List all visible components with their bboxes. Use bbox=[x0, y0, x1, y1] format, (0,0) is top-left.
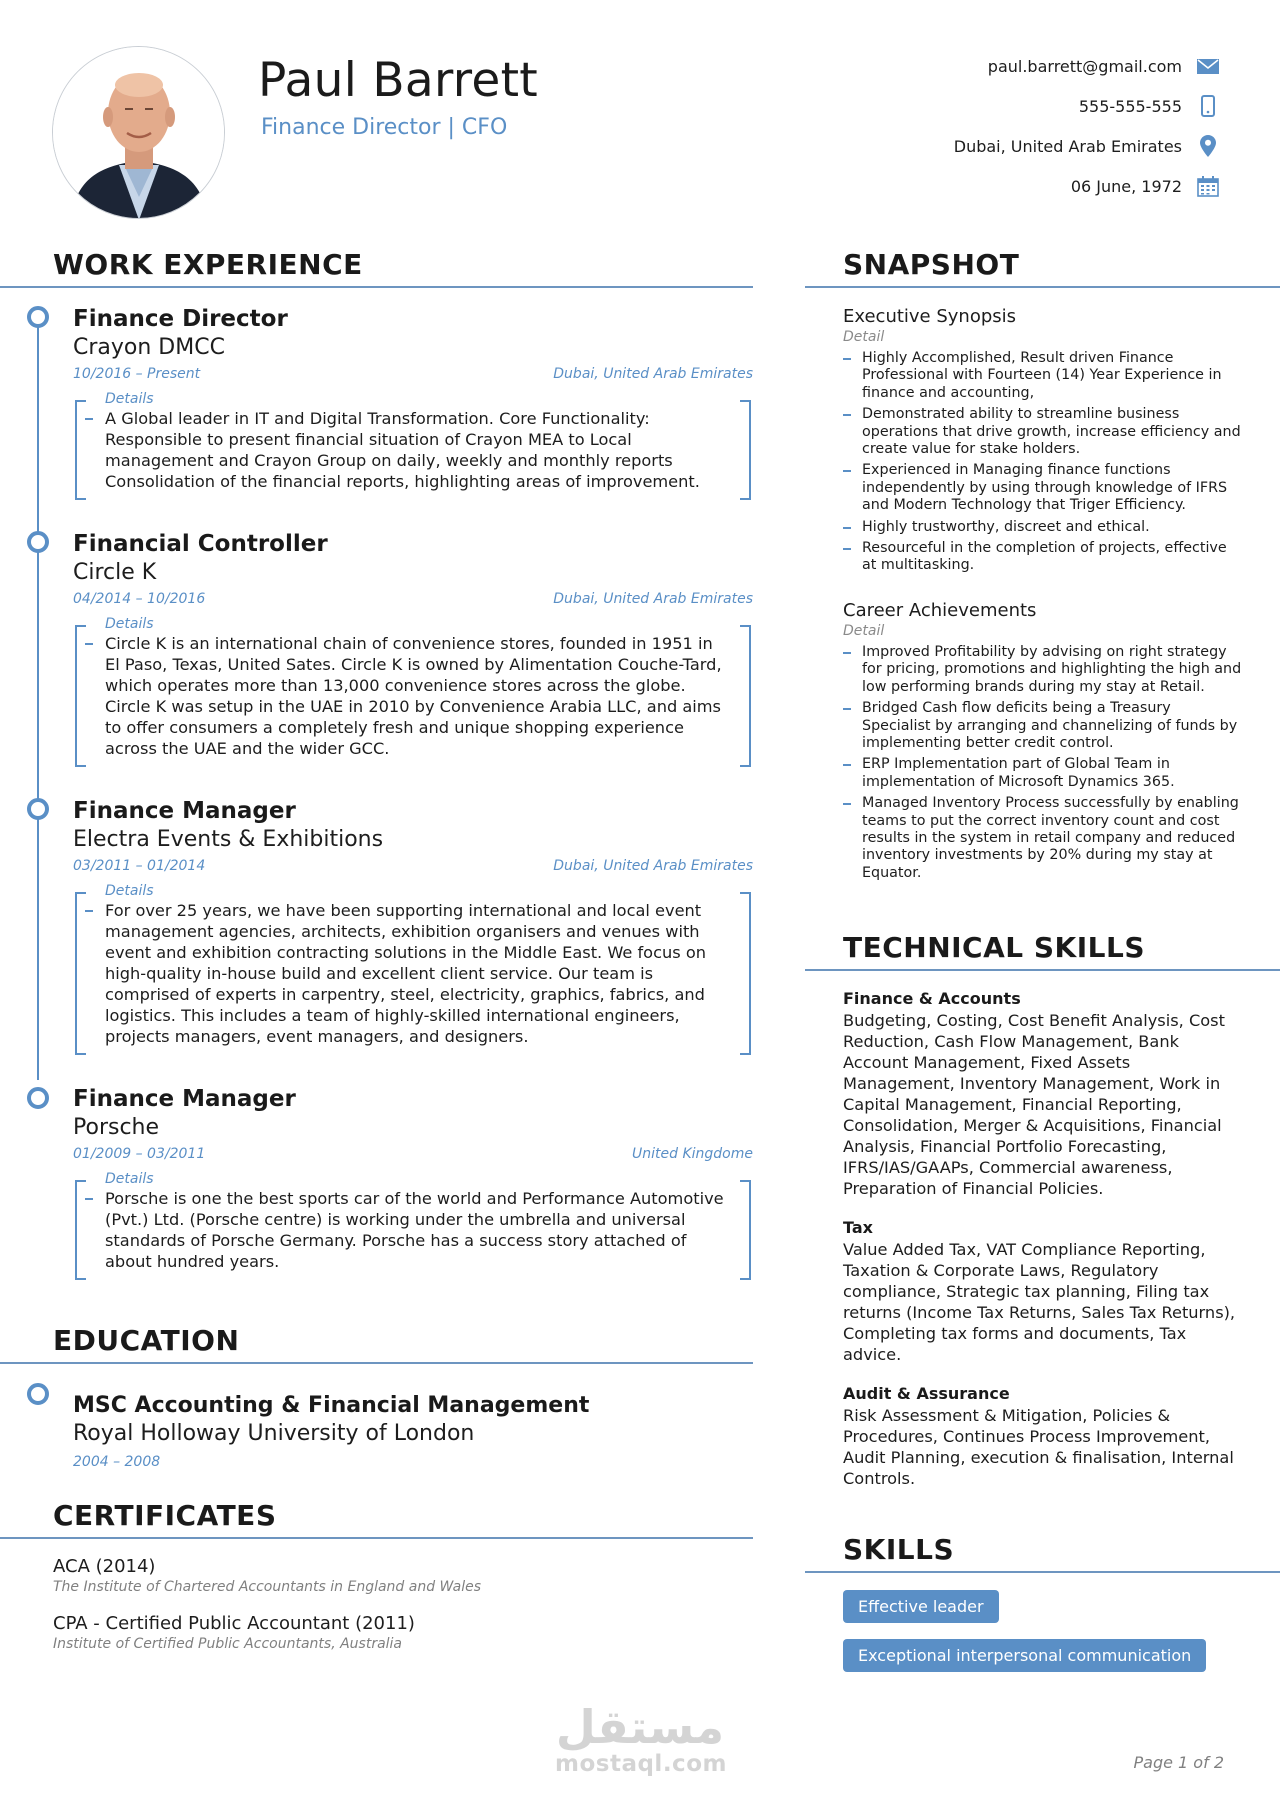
job-details-box bbox=[73, 882, 753, 1055]
work-experience-rule bbox=[0, 286, 753, 288]
job-title: Finance Manager bbox=[73, 1086, 296, 1112]
job-location: Dubai, United Arab Emirates bbox=[553, 591, 753, 607]
details-label: Details bbox=[105, 883, 154, 899]
job-entry bbox=[73, 529, 753, 767]
certificate-entry bbox=[53, 1555, 693, 1596]
timeline-node bbox=[27, 306, 49, 328]
education-heading: EDUCATION bbox=[53, 1324, 240, 1357]
job-entry bbox=[73, 796, 753, 1055]
synopsis-list bbox=[843, 350, 1243, 575]
timeline-node bbox=[27, 531, 49, 553]
education-entry bbox=[73, 1392, 733, 1470]
certificate-issuer: The Institute of Chartered Accountants in England and Wales bbox=[53, 1579, 482, 1595]
skill-group-title: Finance & Accounts bbox=[843, 989, 1021, 1008]
education-rule bbox=[0, 1362, 753, 1364]
details-label: Details bbox=[105, 391, 154, 407]
profile-photo bbox=[52, 46, 225, 219]
education-school: Royal Holloway University of London bbox=[73, 1421, 475, 1446]
certificates-rule bbox=[0, 1537, 753, 1539]
technical-skills-list bbox=[843, 988, 1243, 1507]
list-item: Demonstrated ability to streamline business operations that drive growth, increase efficiency and create value for stake holders. bbox=[843, 406, 1243, 458]
job-location: Dubai, United Arab Emirates bbox=[553, 858, 753, 874]
list-item: Highly Accomplished, Result driven Finance Professional with Fourteen (14) Year Experience in finance and accounting, bbox=[843, 350, 1243, 402]
job-entry bbox=[73, 1084, 753, 1280]
job-details-box bbox=[73, 615, 753, 767]
job-details-text: A Global leader in IT and Digital Transformation. Core Functionality: Responsible to present financial situation of Crayon MEA to Local management and Crayon Group on daily, weekly and monthly reports Consolidation of the financial reports, highlighting areas of improvement. bbox=[105, 408, 731, 500]
job-company: Electra Events & Exhibitions bbox=[73, 827, 384, 852]
list-item: ERP Implementation part of Global Team in implementation of Microsoft Dynamics 365. bbox=[843, 756, 1243, 791]
skill-group bbox=[843, 1217, 1243, 1365]
job-dates: 10/2016 – Present bbox=[73, 366, 201, 382]
list-item: Bridged Cash flow deficits being a Treasury Specialist by arranging and channelizing of funds by implementing better credit control. bbox=[843, 700, 1243, 752]
contact-email-text: paul.barrett@gmail.com bbox=[987, 56, 1182, 76]
career-achievements bbox=[843, 600, 1243, 886]
skills-rule bbox=[805, 1571, 1280, 1573]
skill-group-text: Budgeting, Costing, Cost Benefit Analysis, Cost Reduction, Cash Flow Management, Bank Account Management, Fixed Assets Management, Inventory Management, Work in Capital Management, Financial Reporting, Consolidation, Merger & Acquisitions, Financial Analysis, Financial Portfolio Forecasting, IFRS/IAS/GAAPs, Commercial awareness, Preparation of Financial Policies. bbox=[843, 1011, 1225, 1198]
contact-phone-text: 555-555-555 bbox=[1078, 96, 1182, 116]
list-item: Resourceful in the completion of projects, effective at multitasking. bbox=[843, 540, 1243, 575]
job-dates: 03/2011 – 01/2014 bbox=[73, 858, 206, 874]
certificates-heading: CERTIFICATES bbox=[53, 1499, 277, 1532]
list-item: Managed Inventory Process successfully by enabling teams to put the correct inventory count and cost results in the system in retail company and reduced inventory investments by 20% during my stay at Equator. bbox=[843, 795, 1243, 882]
job-company: Porsche bbox=[73, 1115, 160, 1140]
job-title: Finance Manager bbox=[73, 798, 296, 824]
skill-group-text: Risk Assessment & Mitigation, Policies & Procedures, Continues Process Improvement, Audit Planning, execution & finalisation, Internal Controls. bbox=[843, 1406, 1234, 1488]
job-dates: 01/2009 – 03/2011 bbox=[73, 1146, 206, 1162]
profile-photo-illustration bbox=[53, 47, 225, 219]
work-experience-heading: WORK EXPERIENCE bbox=[53, 248, 363, 281]
job-meta bbox=[73, 1146, 753, 1164]
timeline-node bbox=[27, 798, 49, 820]
education-dates: 2004 – 2008 bbox=[73, 1454, 161, 1470]
job-company: Circle K bbox=[73, 560, 157, 585]
contact-email[interactable] bbox=[800, 46, 1220, 86]
candidate-name: Paul Barrett bbox=[258, 53, 539, 108]
timeline-line bbox=[37, 316, 39, 1080]
contact-birthdate bbox=[800, 166, 1220, 206]
candidate-title: Finance Director | CFO bbox=[261, 115, 508, 140]
job-details-text: Porsche is one the best sports car of the world and Performance Automotive (Pvt.) Ltd. (Porsche centre) is working under the umbrella and universal standards of Porsche Germany. Porsche has a success story attached of about hundred years. bbox=[105, 1188, 731, 1280]
achievements-detail-label: Detail bbox=[843, 623, 885, 639]
technical-skills-heading: TECHNICAL SKILLS bbox=[843, 931, 1145, 964]
skill-group bbox=[843, 988, 1243, 1199]
contact-phone[interactable] bbox=[800, 86, 1220, 126]
job-entry bbox=[73, 304, 753, 500]
skill-group-title: Audit & Assurance bbox=[843, 1384, 1010, 1403]
skill-group-text: Value Added Tax, VAT Compliance Reporting, Taxation & Corporate Laws, Regulatory compliance, Strategic tax planning, Filing tax returns (Income Tax Returns, Sales Tax Returns), Completing tax forms and documents, Tax advice. bbox=[843, 1240, 1236, 1364]
job-title: Finance Director bbox=[73, 306, 288, 332]
job-details-box bbox=[73, 1170, 753, 1280]
timeline-node bbox=[27, 1087, 49, 1109]
list-item: Experienced in Managing finance functions independently by using through knowledge of IFRS and Modern Technology that Triger Efficiency. bbox=[843, 462, 1243, 514]
contact-location bbox=[800, 126, 1220, 166]
achievements-title: Career Achievements bbox=[843, 600, 1037, 621]
job-dates: 04/2014 – 10/2016 bbox=[73, 591, 206, 607]
location-pin-icon bbox=[1196, 134, 1220, 158]
education-node bbox=[27, 1383, 49, 1405]
job-meta bbox=[73, 858, 753, 876]
skill-group bbox=[843, 1383, 1243, 1489]
skill-tag: Effective leader bbox=[843, 1590, 999, 1623]
contact-location-text: Dubai, United Arab Emirates bbox=[953, 136, 1182, 156]
education-degree: MSC Accounting & Financial Management bbox=[73, 1393, 590, 1418]
details-label: Details bbox=[105, 1171, 154, 1187]
executive-synopsis bbox=[843, 306, 1243, 579]
certificate-name: ACA (2014) bbox=[53, 1556, 156, 1577]
page-number: Page 1 of 2 bbox=[1133, 1753, 1224, 1772]
synopsis-title: Executive Synopsis bbox=[843, 306, 1017, 327]
list-item: Improved Profitability by advising on right strategy for pricing, promotions and highlighting the high and low performing brands during my stay at Retail. bbox=[843, 644, 1243, 696]
contact-birthdate-text: 06 June, 1972 bbox=[1070, 176, 1182, 196]
job-location: Dubai, United Arab Emirates bbox=[553, 366, 753, 382]
certificate-entry bbox=[53, 1612, 693, 1653]
phone-icon bbox=[1196, 94, 1220, 118]
skill-tag: Exceptional interpersonal communication bbox=[843, 1639, 1206, 1672]
watermark bbox=[555, 1702, 725, 1776]
synopsis-detail-label: Detail bbox=[843, 329, 885, 345]
list-item: Highly trustworthy, discreet and ethical. bbox=[843, 519, 1243, 536]
job-meta bbox=[73, 591, 753, 609]
job-details-box bbox=[73, 390, 753, 500]
contact-block bbox=[800, 46, 1220, 206]
job-meta bbox=[73, 366, 753, 384]
snapshot-rule bbox=[805, 286, 1280, 288]
envelope-icon bbox=[1196, 54, 1220, 78]
snapshot-heading: SNAPSHOT bbox=[843, 248, 1020, 281]
job-title: Financial Controller bbox=[73, 531, 328, 557]
skills-heading: SKILLS bbox=[843, 1533, 955, 1566]
watermark-latin: mostaql.com bbox=[555, 1751, 727, 1777]
job-details-text: For over 25 years, we have been supporting international and local event management agencies, architects, exhibition organisers and venues with event and exhibition contracting solutions in the Middle East. We focus on high-quality in-house build and excellent client service. Our team is comprised of experts in carpentry, steel, electricity, graphics, fabrics, and logistics. This includes a team of highly-skilled international engineers, projects managers, event managers, and designers. bbox=[105, 900, 731, 1055]
certificate-name: CPA - Certified Public Accountant (2011) bbox=[53, 1613, 415, 1634]
skill-group-title: Tax bbox=[843, 1218, 873, 1237]
job-company: Crayon DMCC bbox=[73, 335, 225, 360]
job-details-text: Circle K is an international chain of convenience stores, founded in 1951 in El Paso, Texas, United Sates. Circle K is owned by Alimentation Couche-Tard, which operates more than 13,000 convenience stores across the globe. Circle K was setup in the UAE in 2010 by Convenience Arabia LLC, and aims to offer consumers a completely fresh and unique shopping experience across the UAE and the wider GCC. bbox=[105, 633, 731, 767]
details-label: Details bbox=[105, 616, 154, 632]
certificate-issuer: Institute of Certified Public Accountants, Australia bbox=[53, 1636, 403, 1652]
watermark-arabic: مستقل bbox=[555, 1700, 725, 1754]
technical-skills-rule bbox=[805, 969, 1280, 971]
job-location: United Kingdome bbox=[632, 1146, 753, 1162]
achievements-list bbox=[843, 644, 1243, 882]
calendar-icon bbox=[1196, 174, 1220, 198]
